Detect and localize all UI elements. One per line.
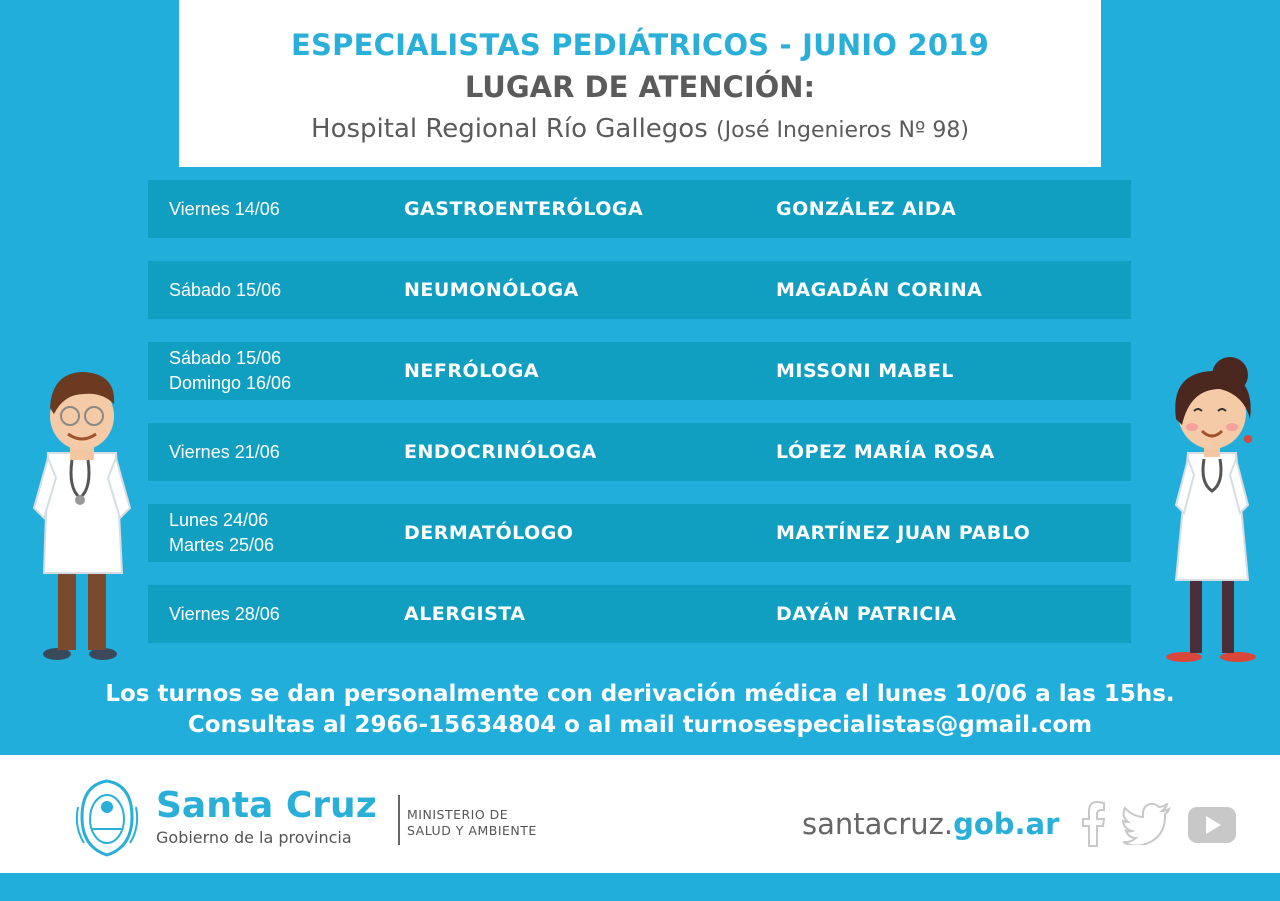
- schedule-doctor: GONZÁLEZ AIDA: [776, 198, 957, 220]
- schedule-row-5: [148, 504, 1131, 562]
- province-seal-icon: [74, 777, 140, 859]
- schedule-specialty: GASTROENTERÓLOGA: [404, 198, 644, 220]
- hospital-street: (José Ingenieros Nº 98): [716, 118, 969, 143]
- schedule-row-2: [148, 261, 1131, 319]
- page-title: ESPECIALISTAS PEDIÁTRICOS - JUNIO 2019: [291, 28, 989, 62]
- ministry-label: MINISTERIO DE SALUD Y AMBIENTE: [407, 807, 537, 838]
- schedule-date: Lunes 24/06 Martes 25/06: [169, 510, 275, 555]
- schedule-doctor: MARTÍNEZ JUAN PABLO: [776, 522, 1031, 544]
- footer: [0, 755, 1280, 873]
- schedule-specialty: ENDOCRINÓLOGA: [404, 441, 597, 463]
- twitter-icon[interactable]: [1122, 803, 1172, 845]
- schedule-specialty: ALERGISTA: [404, 603, 526, 625]
- brand-name: Santa Cruz: [156, 785, 377, 826]
- schedule-date: Viernes 14/06: [169, 198, 280, 219]
- location-address: [179, 114, 1101, 144]
- schedule-date: Sábado 15/06 Domingo 16/06: [169, 348, 292, 393]
- schedule-specialty: DERMATÓLOGO: [404, 522, 574, 544]
- hospital-name: Hospital Regional Río Gallegos: [311, 114, 708, 144]
- schedule-doctor: DAYÁN PATRICIA: [776, 603, 957, 625]
- facebook-icon[interactable]: [1080, 800, 1106, 848]
- schedule-row-1: [148, 180, 1131, 238]
- contact-note: Consultas al 2966-15634804 o al mail turnosespecialistas@gmail.com: [187, 712, 1093, 738]
- schedule-doctor: MISSONI MABEL: [776, 360, 954, 382]
- divider: [398, 795, 400, 845]
- brand-subtitle: Gobierno de la provincia: [156, 828, 352, 847]
- female-doctor-illustration: [1160, 355, 1265, 670]
- appointment-note: Los turnos se dan personalmente con derivación médica el lunes 10/06 a las 15hs.: [105, 681, 1175, 707]
- schedule-row-3: [148, 342, 1131, 400]
- schedule-doctor: MAGADÁN CORINA: [776, 279, 983, 301]
- schedule-specialty: NEFRÓLOGA: [404, 360, 540, 382]
- youtube-icon[interactable]: [1186, 805, 1238, 845]
- schedule-date: Viernes 28/06: [169, 603, 280, 624]
- schedule-specialty: NEUMONÓLOGA: [404, 279, 579, 301]
- header-panel: [179, 0, 1101, 167]
- schedule-row-4: [148, 423, 1131, 481]
- male-doctor-illustration: [30, 358, 140, 668]
- schedule-date: Sábado 15/06: [169, 279, 282, 300]
- schedule-date: Viernes 21/06: [169, 441, 280, 462]
- website-link[interactable]: santacruz.gob.ar: [802, 807, 1060, 841]
- schedule-row-6: [148, 585, 1131, 643]
- location-heading: LUGAR DE ATENCIÓN:: [464, 70, 816, 104]
- bottom-stripe: [0, 873, 1280, 901]
- schedule-doctor: LÓPEZ MARÍA ROSA: [776, 441, 995, 463]
